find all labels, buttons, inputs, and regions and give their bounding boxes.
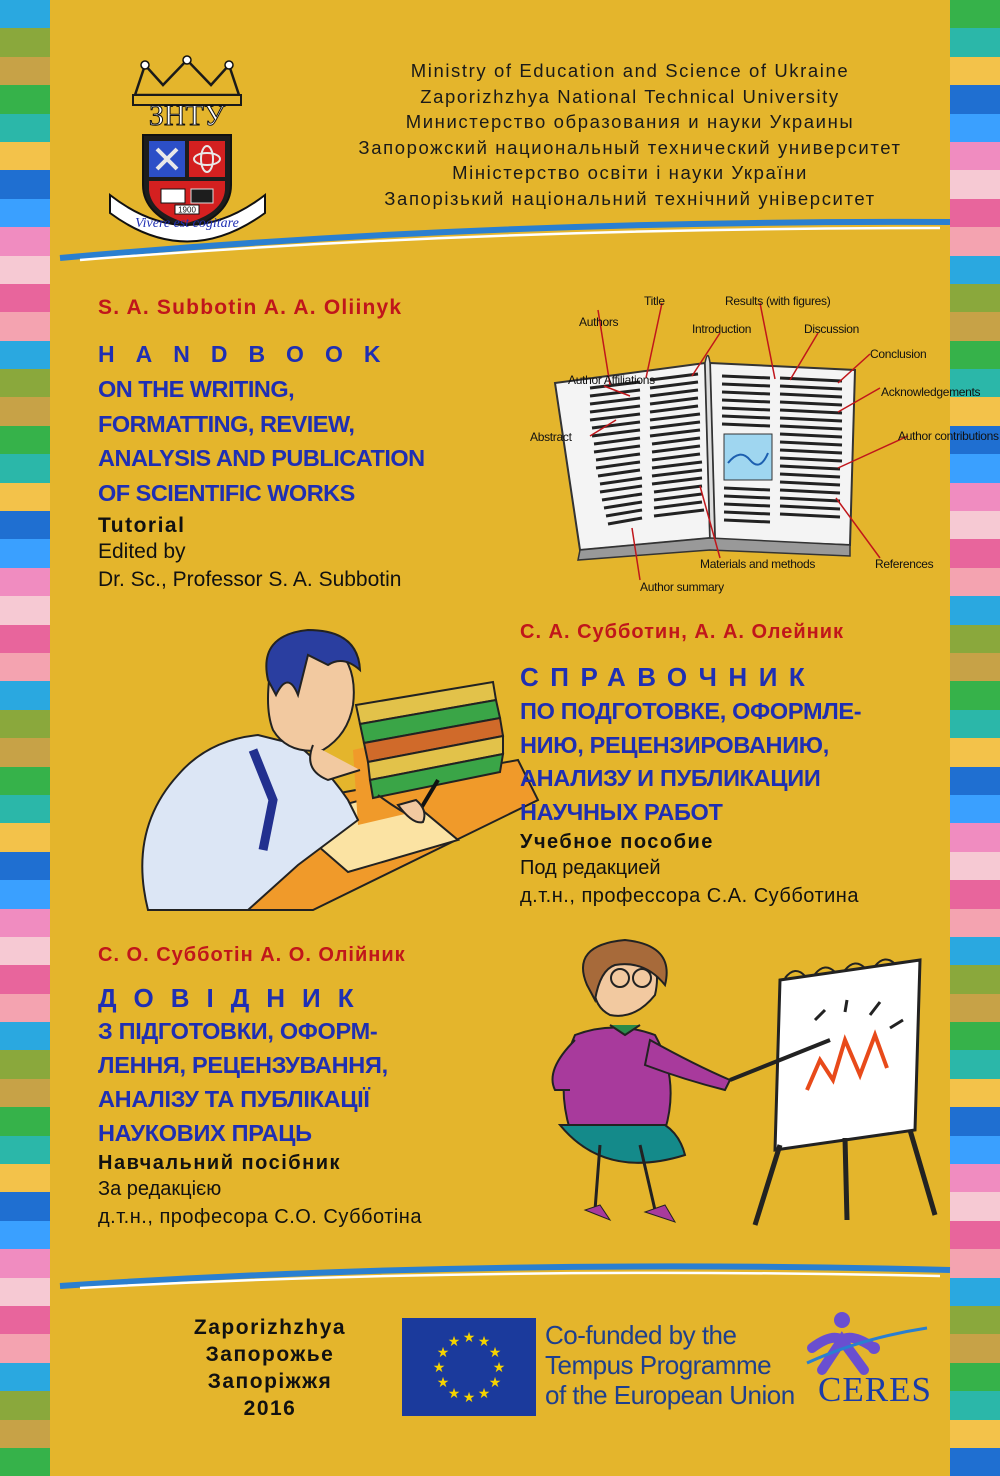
color-stripe [950,710,1000,738]
russian-authors: С. А. Субботин, А. А. Олейник [520,621,845,643]
color-stripe [950,1334,1000,1362]
eu-star-icon: ★ [477,1384,491,1401]
paper-anatomy-diagram [520,288,999,598]
color-stripe [0,483,50,511]
diagram-label-affiliations: Author Affiliations [568,373,655,387]
cofunded-text [545,1320,795,1410]
color-stripe [0,1192,50,1220]
right-color-stripes [950,0,1000,1476]
color-stripe [950,312,1000,340]
color-stripe [950,852,1000,880]
russian-editor: д.т.н., профессора С.А. Субботина [520,885,859,907]
city-uk: Запоріжжя [207,1370,333,1393]
color-stripe [950,738,1000,766]
ukrainian-authors: С. О. Субботін А. О. Олійник [98,944,406,966]
eu-star-icon: ★ [477,1333,491,1350]
color-stripe [950,767,1000,795]
english-title-line-3: ANALYSIS AND PUBLICATION [98,445,425,471]
color-stripe [0,681,50,709]
cofunded-line-1: Co-funded by the [545,1320,737,1350]
eu-star-icon: ★ [436,1344,450,1360]
color-stripe [950,596,1000,624]
color-stripe [0,57,50,85]
ukrainian-title-line-2: ЛЕННЯ, РЕЦЕНЗУВАННЯ, [98,1052,388,1078]
color-stripe [0,426,50,454]
ukrainian-type: Навчальний посібник [98,1152,342,1174]
color-stripe [0,880,50,908]
color-stripe [950,284,1000,312]
eu-star-icon: ★ [488,1344,502,1360]
logo-year: 1900 [178,205,196,215]
woman-presenting-illustration [515,940,945,1240]
ministry-en-1: Ministry of Education and Science of Ukraine [410,60,850,81]
color-stripe [0,625,50,653]
color-stripe [950,1107,1000,1135]
color-stripe [0,1164,50,1192]
ministry-ru-2: Запорожский национальный технический университет [358,136,902,158]
ministry-ru-1: Министерство образования и науки Украины [405,111,855,132]
color-stripe [950,653,1000,681]
color-stripe [950,1448,1000,1476]
color-stripe [0,1278,50,1306]
diagram-label-contributions: Author contributions [898,429,999,443]
ministry-en-2: Zaporizhzhya National Technical University [420,85,840,107]
diagram-label-results: Results (with figures) [725,294,831,308]
ceres-logo-text: CERES [818,1370,932,1409]
color-stripe [0,284,50,312]
color-stripe [950,568,1000,596]
color-stripe [950,397,1000,425]
english-title-line-1: ON THE WRITING, [98,376,295,402]
cofunded-line-2: Tempus Programme [545,1350,772,1380]
city-ru: Запорожье [205,1343,335,1366]
color-stripe [950,1363,1000,1391]
diagram-label-references: References [875,557,934,571]
left-color-stripes [0,0,50,1476]
english-title-line-2: FORMATTING, REVIEW, [98,410,355,437]
russian-section [520,621,861,910]
color-stripe [0,1391,50,1419]
color-stripe [0,1022,50,1050]
color-stripe [0,994,50,1022]
ukrainian-edited-by: За редакцією [98,1178,222,1200]
ukrainian-title-line-4: НАУКОВИХ ПРАЦЬ [98,1120,312,1146]
color-stripe [0,312,50,340]
eu-star-icon: ★ [436,1374,450,1390]
color-stripe [0,511,50,539]
english-section [98,296,425,594]
color-stripe [0,937,50,965]
color-stripe [950,1164,1000,1192]
eu-star-icon: ★ [447,1333,461,1350]
color-stripe [950,1022,1000,1050]
diagram-label-discussion: Discussion [804,322,860,336]
color-stripe [950,28,1000,56]
ukrainian-title-spaced: ДОВІДНИК [98,983,371,1013]
color-stripe [950,1391,1000,1419]
color-stripe [0,1079,50,1107]
color-stripe [0,710,50,738]
color-stripe [0,85,50,113]
color-stripe [0,1249,50,1277]
color-stripe [950,170,1000,198]
color-stripe [0,909,50,937]
ministry-uk-2: Запорізький національний технічний університет [384,187,876,209]
color-stripe [950,823,1000,851]
eu-flag [402,1318,536,1416]
color-stripe [950,681,1000,709]
ukrainian-title-line-3: АНАЛІЗУ ТА ПУБЛІКАЦІЇ [98,1086,370,1112]
publication-year: 2016 [243,1397,297,1420]
color-stripe [950,57,1000,85]
color-stripe [0,596,50,624]
color-stripe [0,568,50,596]
color-stripe [950,85,1000,113]
color-stripe [0,1334,50,1362]
color-stripe [950,1306,1000,1334]
ukrainian-section [98,944,422,1231]
color-stripe [950,1079,1000,1107]
bottom-swoosh-divider [60,1248,950,1308]
color-stripe [950,1420,1000,1448]
color-stripe [0,28,50,56]
ukrainian-title-lines [98,1014,422,1150]
russian-title-lines [520,695,861,829]
city-en: Zaporizhzhya [193,1316,347,1339]
color-stripe [950,1278,1000,1306]
color-stripe [950,994,1000,1022]
color-stripe [0,227,50,255]
color-stripe [950,227,1000,255]
color-stripe [0,653,50,681]
english-editor: Dr. Sc., Professor S. A. Subbotin [98,568,402,591]
russian-title-line-4: НАУЧНЫХ РАБОТ [520,798,723,825]
ceres-logo-figure [802,1308,942,1378]
color-stripe [950,0,1000,28]
color-stripe [0,823,50,851]
ukrainian-editor: д.т.н., професора С.О. Субботіна [98,1206,422,1228]
russian-title-line-3: АНАЛИЗУ И ПУБЛИКАЦИИ [520,765,821,791]
color-stripe [0,539,50,567]
english-authors: S. A. Subbotin A. A. Oliinyk [98,296,403,319]
cover-page [50,0,999,1476]
diagram-label-abstract: Abstract [530,430,572,444]
russian-title-spaced: СПРАВОЧНИК [520,662,817,692]
eu-star-icon: ★ [447,1384,461,1401]
ministry-uk-1: Міністерство освіти і науки України [452,162,808,183]
english-edited-by: Edited by [98,540,186,563]
english-type: Tutorial [98,514,186,537]
color-stripe [950,539,1000,567]
color-stripe [0,142,50,170]
color-stripe [950,880,1000,908]
color-stripe [950,114,1000,142]
color-stripe [0,1136,50,1164]
diagram-label-authors: Authors [579,315,619,329]
eu-star-icon: ★ [462,1329,476,1345]
color-stripe [950,1136,1000,1164]
eu-star-icon: ★ [432,1359,446,1375]
color-stripe [0,1448,50,1476]
russian-title-line-2: НИЮ, РЕЦЕНЗИРОВАНИЮ, [520,731,829,758]
ukrainian-title-line-1: З ПІДГОТОВКИ, ОФОРМ- [98,1018,378,1044]
color-stripe [950,511,1000,539]
color-stripe [0,1221,50,1249]
cofunded-line-3: of the European Union [545,1380,795,1410]
color-stripe [0,1107,50,1135]
color-stripe [950,454,1000,482]
color-stripe [0,341,50,369]
color-stripe [0,256,50,284]
color-stripe [0,1363,50,1391]
color-stripe [0,767,50,795]
color-stripe [0,1306,50,1334]
eu-star-icon: ★ [492,1359,506,1375]
ministry-header [320,58,940,211]
russian-title-line-1: ПО ПОДГОТОВКЕ, ОФОРМЛЕ- [520,698,862,724]
color-stripe [950,341,1000,369]
color-stripe [0,170,50,198]
color-stripe [0,369,50,397]
russian-type: Учебное пособие [520,831,714,853]
color-stripe [0,1050,50,1078]
man-writing-illustration [98,610,558,925]
color-stripe [0,199,50,227]
diagram-label-title: Title [644,294,665,308]
logo-motto: Vivere est cogitare [135,216,239,231]
eu-stars-icon [402,1318,536,1416]
color-stripe [0,852,50,880]
color-stripe [950,625,1000,653]
diagram-label-acknowledgements: Acknowledgements [881,385,981,399]
color-stripe [0,397,50,425]
publication-place [160,1314,380,1422]
english-title-lines [98,372,425,510]
color-stripe [0,0,50,28]
diagram-label-introduction: Introduction [692,322,752,336]
color-stripe [0,738,50,766]
color-stripe [0,1420,50,1448]
diagram-label-materials: Materials and methods [700,557,816,571]
color-stripe [950,1192,1000,1220]
eu-star-icon: ★ [462,1389,476,1405]
color-stripe [950,142,1000,170]
color-stripe [950,1221,1000,1249]
color-stripe [950,795,1000,823]
top-swoosh-divider [60,210,950,270]
color-stripe [950,909,1000,937]
color-stripe [0,965,50,993]
eu-star-icon: ★ [488,1374,502,1390]
color-stripe [950,199,1000,227]
color-stripe [950,1249,1000,1277]
color-stripe [0,795,50,823]
color-stripe [950,483,1000,511]
color-stripe [0,454,50,482]
color-stripe [0,114,50,142]
color-stripe [950,1050,1000,1078]
english-title-line-4: OF SCIENTIFIC WORKS [98,479,355,506]
russian-edited-by: Под редакцией [520,857,661,879]
color-stripe [950,965,1000,993]
logo-letters: ЗНТУ [148,99,226,132]
color-stripe [950,256,1000,284]
color-stripe [950,937,1000,965]
english-title-spaced: HANDBOOK [98,341,402,367]
diagram-label-conclusion: Conclusion [870,347,927,361]
diagram-label-summary: Author summary [640,580,724,594]
